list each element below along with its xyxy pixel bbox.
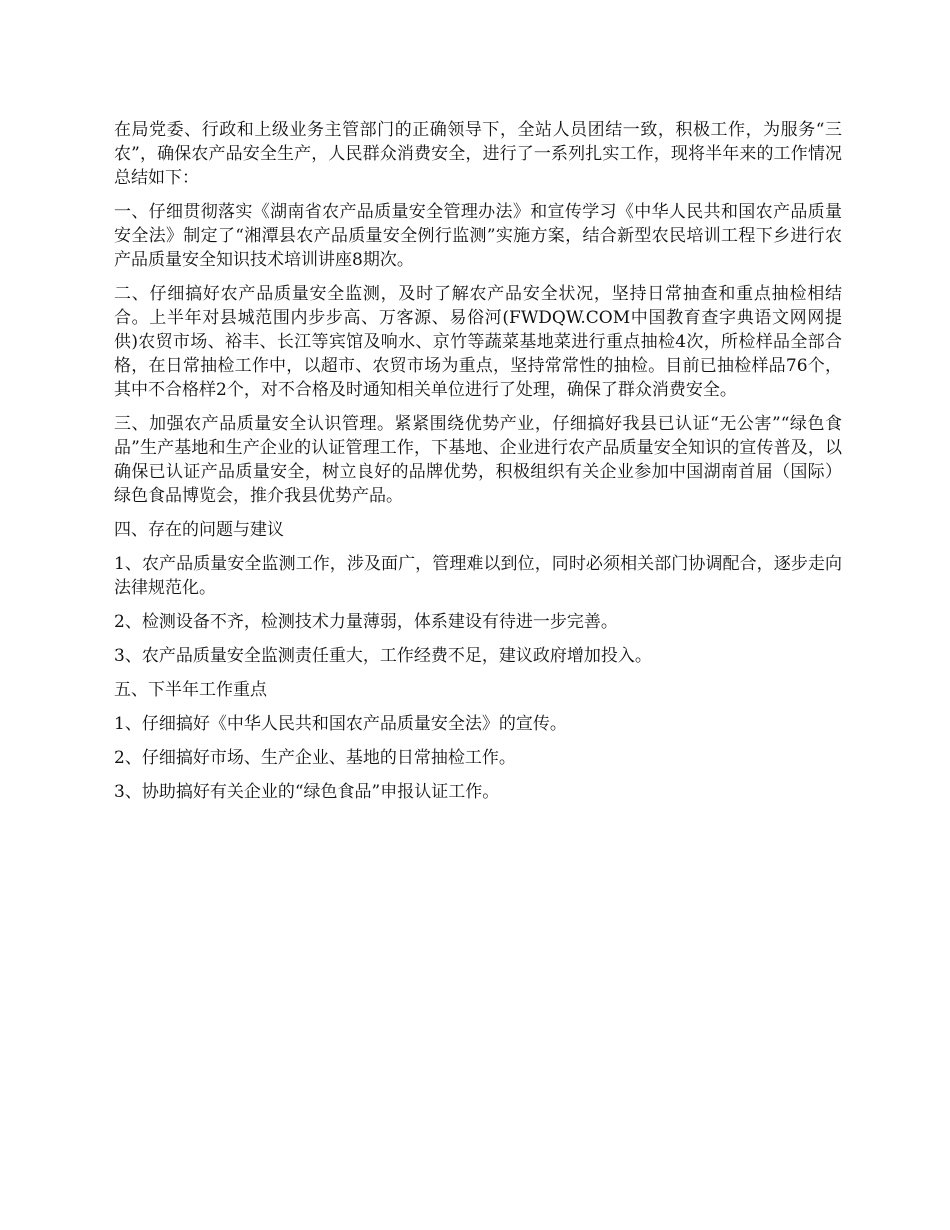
section-3-paragraph: 三、加强农产品质量安全认识管理。紧紧围绕优势产业，仔细搞好我县已认证“无公害”“绿色食品”生产基地和生产企业的认证管理工作，下基地、企业进行农产品质量安全知识的宣传普及，以确保已认证产品质量安全，树立良好的品牌优势，积极组织有关企业参加中国湖南首届（国际）绿色食品博览会，推介我县优势产品。	[114, 414, 842, 506]
section-1-paragraph: 一、仔细贯彻落实《湖南省农产品质量安全管理办法》和宣传学习《中华人民共和国农产品质量安全法》制定了“湘潭县农产品质量安全例行监测”实施方案，结合新型农民培训工程下乡进行农产品质量安全知识技术培训讲座8期次。	[114, 202, 842, 270]
plan-item-3: 3、协助搞好有关企业的“绿色食品”申报认证工作。	[114, 782, 500, 802]
problem-item-2: 2、检测设备不齐，检测技术力量薄弱，体系建设有待进一步完善。	[114, 612, 618, 632]
section-5-heading: 五、下半年工作重点	[114, 680, 267, 700]
plan-item-2: 2、仔细搞好市场、生产企业、基地的日常抽检工作。	[114, 748, 516, 768]
problem-item-1: 1、农产品质量安全监测工作，涉及面广，管理难以到位，同时必须相关部门协调配合，逐步走向法律规范化。	[114, 554, 842, 598]
document-page	[114, 118, 842, 814]
plan-item-1: 1、仔细搞好《中华人民共和国农产品质量安全法》的宣传。	[114, 714, 567, 734]
section-2-paragraph: 二、仔细搞好农产品质量安全监测，及时了解农产品安全状况，坚持日常抽查和重点抽检相结合。上半年对县城范围内步步高、万客源、易俗河(FWDQW.COM中国教育查字典语文网网提供)农贸市场、裕丰、长江等宾馆及响水、京竹等蔬菜基地菜进行重点抽检4次，所检样品全部合格，在日常抽检工作中，以超市、农贸市场为重点，坚持常常性的抽检。目前已抽检样品76个，其中不合格样2个，对不合格及时通知相关单位进行了处理，确保了群众消费安全。	[114, 284, 842, 400]
intro-paragraph: 在局党委、行政和上级业务主管部门的正确领导下，全站人员团结一致，积极工作，为服务“三农”，确保农产品安全生产，人民群众消费安全，进行了一系列扎实工作，现将半年来的工作情况总结如下：	[114, 120, 842, 188]
problem-item-3: 3、农产品质量安全监测责任重大，工作经费不足，建议政府增加投入。	[114, 646, 652, 666]
section-4-heading: 四、存在的问题与建议	[114, 520, 284, 540]
